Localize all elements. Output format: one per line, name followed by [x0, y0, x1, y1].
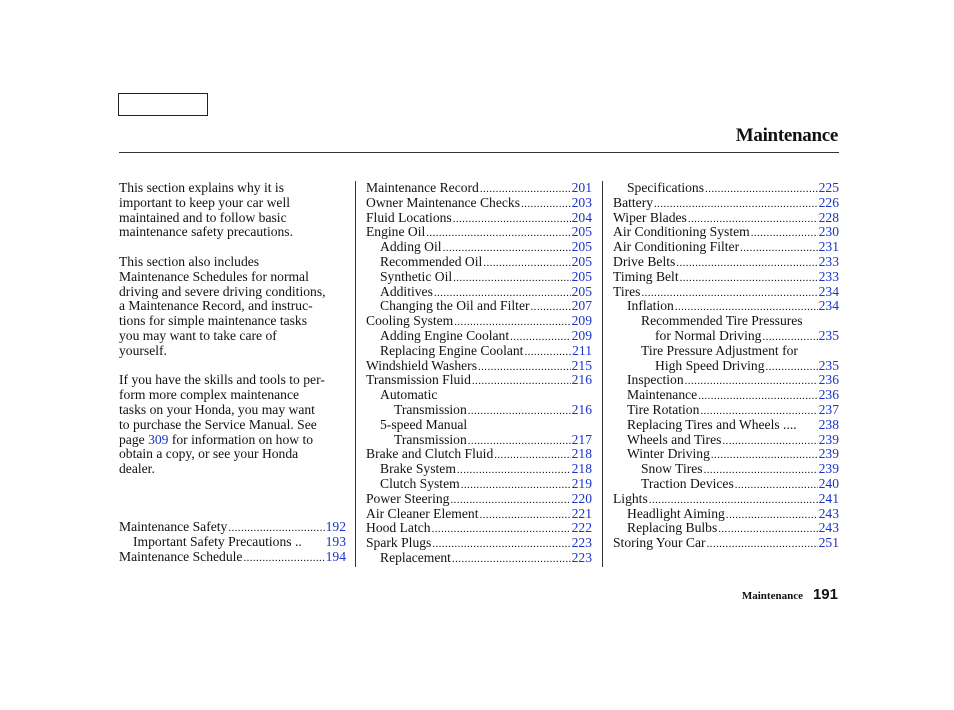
- toc-entry[interactable]: [613, 359, 839, 374]
- toc-entry[interactable]: [613, 196, 839, 211]
- toc-leader-dots: [740, 240, 817, 256]
- toc-entry[interactable]: [613, 299, 839, 314]
- toc-entry[interactable]: [613, 521, 839, 536]
- column-divider-2: [602, 181, 603, 567]
- toc-entry[interactable]: [366, 521, 592, 536]
- toc-entry[interactable]: [613, 477, 839, 492]
- toc-page-link[interactable]: 219: [571, 475, 592, 491]
- intro-line: driving and severe driving conditions,: [119, 283, 326, 299]
- toc-entry-label: Clutch System: [380, 475, 460, 491]
- service-manual-page-link[interactable]: 309: [148, 431, 169, 447]
- section-tab-box: [118, 93, 208, 116]
- toc-leader-dots: [718, 521, 817, 537]
- intro-line: a Maintenance Record, and instruc-: [119, 298, 313, 314]
- toc-entry-heading: Automatic: [380, 387, 438, 403]
- toc-entry[interactable]: [613, 240, 839, 255]
- toc-entry-label: Storing Your Car: [613, 535, 706, 551]
- intro-line: dealer.: [119, 461, 155, 477]
- toc-page-link[interactable]: 233: [818, 268, 839, 284]
- toc-leader-dots: [680, 270, 818, 286]
- toc-entry-label: Brake and Clutch Fluid: [366, 446, 494, 462]
- toc-entry-label: Timing Belt: [613, 268, 679, 284]
- toc-entry[interactable]: [366, 270, 592, 285]
- intro-line: page: [119, 431, 149, 447]
- toc-entry-label: Air Conditioning System: [613, 224, 750, 240]
- toc-entry[interactable]: [366, 462, 592, 477]
- toc-entry[interactable]: [613, 373, 839, 388]
- toc-page-link[interactable]: 234: [818, 298, 839, 314]
- intro-line: maintained and to follow basic: [119, 209, 287, 225]
- toc-page-link[interactable]: 215: [571, 357, 592, 373]
- toc-entry-label: Battery: [613, 194, 654, 210]
- footer-section-name: Maintenance: [741, 590, 803, 602]
- toc-entry-label: Maintenance Safety: [119, 519, 228, 534]
- toc-entry-label: Wheels and Tires: [627, 431, 722, 447]
- toc-page-link[interactable]: 205: [571, 224, 592, 240]
- toc-entry-label: Maintenance: [627, 387, 698, 403]
- toc-page-link[interactable]: 235: [818, 327, 839, 343]
- toc-leader-dots: [472, 373, 571, 389]
- toc-page-link[interactable]: 223: [571, 535, 592, 551]
- toc-entry-label: Inflation: [627, 298, 674, 314]
- toc-page-link[interactable]: 239: [818, 461, 839, 477]
- toc-entry[interactable]: [613, 255, 839, 270]
- toc-page-link[interactable]: 207: [571, 298, 592, 314]
- toc-leader-dots: [432, 521, 571, 537]
- toc-leader-dots: [478, 359, 571, 375]
- toc-page-link[interactable]: 222: [571, 520, 592, 536]
- toc-entry[interactable]: [613, 329, 839, 344]
- toc-entry[interactable]: [613, 418, 839, 433]
- toc-entry[interactable]: [613, 388, 839, 403]
- toc-entry[interactable]: [613, 211, 839, 226]
- toc-entry[interactable]: [366, 240, 592, 255]
- toc-entry-label: Important Safety Precautions ..: [133, 533, 302, 549]
- intro-line: for information on how to: [168, 431, 314, 447]
- toc-entry-label: Transmission: [394, 401, 467, 417]
- toc-left-list: [119, 520, 346, 564]
- toc-entry-label: Adding Engine Coolant: [380, 327, 510, 343]
- toc-entry-label: Maintenance Schedule: [119, 548, 243, 564]
- toc-entry-label: Additives: [380, 283, 433, 299]
- intro-line: yourself.: [119, 342, 167, 358]
- intro-line: to purchase the Service Manual. See: [119, 416, 317, 432]
- toc-entry[interactable]: [366, 477, 592, 492]
- toc-entry-label: Adding Oil: [380, 239, 442, 255]
- toc-leader-dots: [726, 507, 818, 523]
- toc-entry-label: Replacing Engine Coolant: [380, 342, 524, 358]
- toc-page-link[interactable]: 205: [571, 239, 592, 255]
- toc-entry[interactable]: [366, 373, 592, 388]
- intro-paragraph-1: [119, 181, 351, 240]
- toc-leader-dots: [453, 211, 571, 227]
- toc-page-link[interactable]: 236: [818, 387, 839, 403]
- toc-entry-label: Fluid Locations: [366, 209, 452, 225]
- toc-leader-dots: [685, 373, 818, 389]
- toc-page-link[interactable]: 234: [818, 283, 839, 299]
- toc-page-link[interactable]: 243: [818, 520, 839, 536]
- intro-line: important to keep your car well: [119, 194, 290, 210]
- toc-page-link[interactable]: 226: [818, 194, 839, 210]
- toc-leader-dots: [722, 433, 817, 449]
- toc-entry-label: Hood Latch: [366, 520, 431, 536]
- toc-entry-label: Headlight Aiming: [627, 505, 725, 521]
- toc-page-link[interactable]: 193: [325, 533, 346, 549]
- footer-page-number: 191: [812, 586, 838, 603]
- toc-entry[interactable]: [119, 550, 346, 565]
- toc-entry-label: Tires: [613, 283, 641, 299]
- toc-entry-label: Synthetic Oil: [380, 268, 453, 284]
- toc-entry-heading: 5-speed Manual: [380, 416, 468, 432]
- toc-entry-label: Replacement: [380, 549, 451, 565]
- toc-entry-label: Winter Driving: [627, 446, 710, 462]
- toc-entry[interactable]: [366, 255, 592, 270]
- toc-entry[interactable]: [366, 181, 592, 196]
- toc-page-link[interactable]: 203: [571, 194, 592, 210]
- toc-entry[interactable]: [613, 507, 839, 522]
- toc-leader-dots: [521, 196, 571, 212]
- toc-entry[interactable]: [366, 211, 592, 226]
- toc-entry-label: Brake System: [380, 461, 456, 477]
- toc-entry[interactable]: [613, 492, 839, 507]
- toc-entry-label: Replacing Bulbs: [627, 520, 718, 536]
- toc-entry-heading: Recommended Tire Pressures: [641, 313, 803, 329]
- toc-entry[interactable]: [613, 225, 839, 240]
- toc-page-link[interactable]: 205: [571, 268, 592, 284]
- toc-entry-label: Replacing Tires and Wheels ....: [627, 416, 797, 432]
- toc-entry-label: Air Conditioning Filter: [613, 239, 740, 255]
- toc-leader-dots: [735, 477, 818, 493]
- toc-leader-dots: [426, 225, 570, 241]
- toc-page-link[interactable]: 241: [818, 490, 839, 506]
- toc-entry-label: Spark Plugs: [366, 535, 432, 551]
- toc-entry-label: High Speed Driving: [655, 357, 765, 373]
- intro-line: obtain a copy, or see your Honda: [119, 446, 299, 462]
- toc-entry[interactable]: [366, 196, 592, 211]
- toc-entry[interactable]: [366, 344, 592, 359]
- toc-entry-label: Changing the Oil and Filter: [380, 298, 530, 314]
- toc-page-link[interactable]: 240: [818, 475, 839, 491]
- toc-page-link[interactable]: 216: [571, 372, 592, 388]
- toc-page-link[interactable]: 205: [571, 253, 592, 269]
- toc-entry-label: Recommended Oil: [380, 253, 483, 269]
- page-footer: [742, 586, 838, 603]
- toc-entry-heading: Tire Pressure Adjustment for: [641, 342, 798, 358]
- toc-entry[interactable]: [366, 507, 592, 522]
- toc-page-link[interactable]: 233: [818, 253, 839, 269]
- toc-page-link[interactable]: 217: [571, 431, 592, 447]
- toc-entry[interactable]: [366, 285, 592, 300]
- toc-leader-dots: [461, 477, 571, 493]
- toc-entry-label: Engine Oil: [366, 224, 426, 240]
- toc-leader-dots: [707, 536, 818, 552]
- toc-entry-label: Lights: [613, 490, 648, 506]
- toc-entry-label: Specifications: [627, 180, 705, 195]
- toc-leader-dots: [531, 299, 571, 315]
- toc-leader-dots: [243, 550, 324, 566]
- toc-leader-dots: [453, 270, 570, 286]
- toc-leader-dots: [711, 447, 818, 463]
- toc-leader-dots: [698, 388, 817, 404]
- toc-entry-label: Maintenance Record: [366, 180, 479, 195]
- toc-page-link[interactable]: 194: [325, 548, 346, 564]
- toc-entry[interactable]: [119, 520, 346, 535]
- toc-page-link[interactable]: 235: [818, 357, 839, 373]
- toc-page-link[interactable]: 211: [572, 342, 592, 358]
- toc-middle-list: [366, 181, 592, 566]
- toc-page-link[interactable]: 220: [571, 490, 592, 506]
- toc-page-link[interactable]: 192: [325, 519, 346, 534]
- toc-leader-dots: [483, 255, 570, 271]
- toc-entry-label: Power Steering: [366, 490, 450, 506]
- toc-entry[interactable]: [119, 535, 346, 550]
- toc-entry-label: Drive Belts: [613, 253, 676, 269]
- page-title: Maintenance: [735, 125, 838, 146]
- intro-line: If you have the skills and tools to per-: [119, 372, 325, 388]
- toc-page-link[interactable]: 236: [818, 372, 839, 388]
- column-divider-1: [355, 181, 356, 567]
- toc-entry-label: Inspection: [627, 372, 684, 388]
- toc-entry[interactable]: [613, 270, 839, 285]
- toc-leader-dots: [479, 507, 570, 523]
- intro-line: tions for simple maintenance tasks: [119, 313, 308, 329]
- toc-page-link[interactable]: 239: [818, 431, 839, 447]
- toc-entry[interactable]: [366, 403, 592, 418]
- toc-entry[interactable]: [366, 329, 592, 344]
- toc-page-link[interactable]: 230: [818, 224, 839, 240]
- toc-entry[interactable]: [366, 536, 592, 551]
- toc-entry[interactable]: [613, 181, 839, 196]
- intro-line: Maintenance Schedules for normal: [119, 268, 309, 284]
- toc-leader-dots: [468, 403, 571, 419]
- toc-entry-label: Owner Maintenance Checks: [366, 194, 521, 210]
- toc-page-link[interactable]: 216: [571, 401, 592, 417]
- toc-leader-dots: [705, 181, 818, 197]
- toc-page-link[interactable]: 225: [818, 180, 839, 195]
- toc-entry[interactable]: [366, 447, 592, 462]
- toc-page-link[interactable]: 201: [571, 180, 592, 195]
- intro-paragraph-3: [119, 373, 351, 477]
- toc-leader-dots: [457, 462, 571, 478]
- toc-page-link[interactable]: 205: [571, 283, 592, 299]
- toc-page-link[interactable]: 228: [818, 209, 839, 225]
- intro-line: This section also includes: [119, 253, 260, 269]
- toc-entry[interactable]: [366, 433, 592, 448]
- toc-entry-label: Wiper Blades: [613, 209, 687, 225]
- intro-line: This section explains why it is: [119, 180, 284, 195]
- toc-page-link[interactable]: 223: [571, 549, 592, 565]
- toc-page-link[interactable]: 231: [818, 239, 839, 255]
- toc-entry[interactable]: [366, 492, 592, 507]
- toc-page-link[interactable]: 221: [571, 505, 592, 521]
- toc-page-link[interactable]: 237: [818, 401, 839, 417]
- toc-entry[interactable]: [366, 359, 592, 374]
- toc-page-link[interactable]: 238: [818, 416, 839, 432]
- toc-page-link[interactable]: 218: [571, 446, 592, 462]
- toc-page-link[interactable]: 239: [818, 446, 839, 462]
- toc-entry[interactable]: [613, 462, 839, 477]
- toc-entry-label: for Normal Driving: [655, 327, 762, 343]
- toc-entry-label: Tire Rotation: [627, 401, 700, 417]
- toc-leader-dots: [432, 536, 570, 552]
- intro-line: maintenance safety precautions.: [119, 224, 293, 240]
- toc-leader-dots: [494, 447, 570, 463]
- toc-entry[interactable]: [613, 403, 839, 418]
- toc-page-link[interactable]: 243: [818, 505, 839, 521]
- toc-leader-dots: [766, 359, 818, 375]
- toc-entry-label: Transmission: [394, 431, 467, 447]
- intro-paragraph-2: [119, 255, 351, 359]
- intro-line: tasks on your Honda, you may want: [119, 401, 315, 417]
- toc-entry-label: Traction Devices: [641, 475, 734, 491]
- toc-leader-dots: [751, 225, 818, 241]
- intro-text: [119, 181, 351, 492]
- toc-entry[interactable]: [613, 285, 839, 300]
- intro-line: form more complex maintenance: [119, 387, 300, 403]
- toc-entry[interactable]: [366, 551, 592, 566]
- toc-page-link[interactable]: 209: [571, 327, 592, 343]
- title-rule: [119, 152, 839, 153]
- toc-entry-label: Windshield Washers: [366, 357, 477, 373]
- toc-entry-label: Cooling System: [366, 313, 454, 329]
- toc-entry[interactable]: [366, 299, 592, 314]
- toc-leader-dots: [524, 344, 571, 360]
- toc-page-link[interactable]: 251: [818, 535, 839, 551]
- toc-entry-label: Transmission Fluid: [366, 372, 471, 388]
- toc-page-link[interactable]: 204: [571, 209, 592, 225]
- toc-leader-dots: [452, 551, 571, 567]
- toc-entry[interactable]: [613, 433, 839, 448]
- toc-page-link[interactable]: 209: [571, 313, 592, 329]
- toc-entry[interactable]: [366, 225, 592, 240]
- toc-entry[interactable]: [366, 314, 592, 329]
- toc-entry[interactable]: [613, 536, 839, 551]
- intro-line: you may want to take care of: [119, 327, 277, 343]
- toc-page-link[interactable]: 218: [571, 461, 592, 477]
- toc-entry-label: Air Cleaner Element: [366, 505, 479, 521]
- toc-entry[interactable]: [613, 447, 839, 462]
- toc-leader-dots: [676, 255, 817, 271]
- toc-entry-label: Snow Tires: [641, 461, 703, 477]
- toc-right-list: [613, 181, 839, 551]
